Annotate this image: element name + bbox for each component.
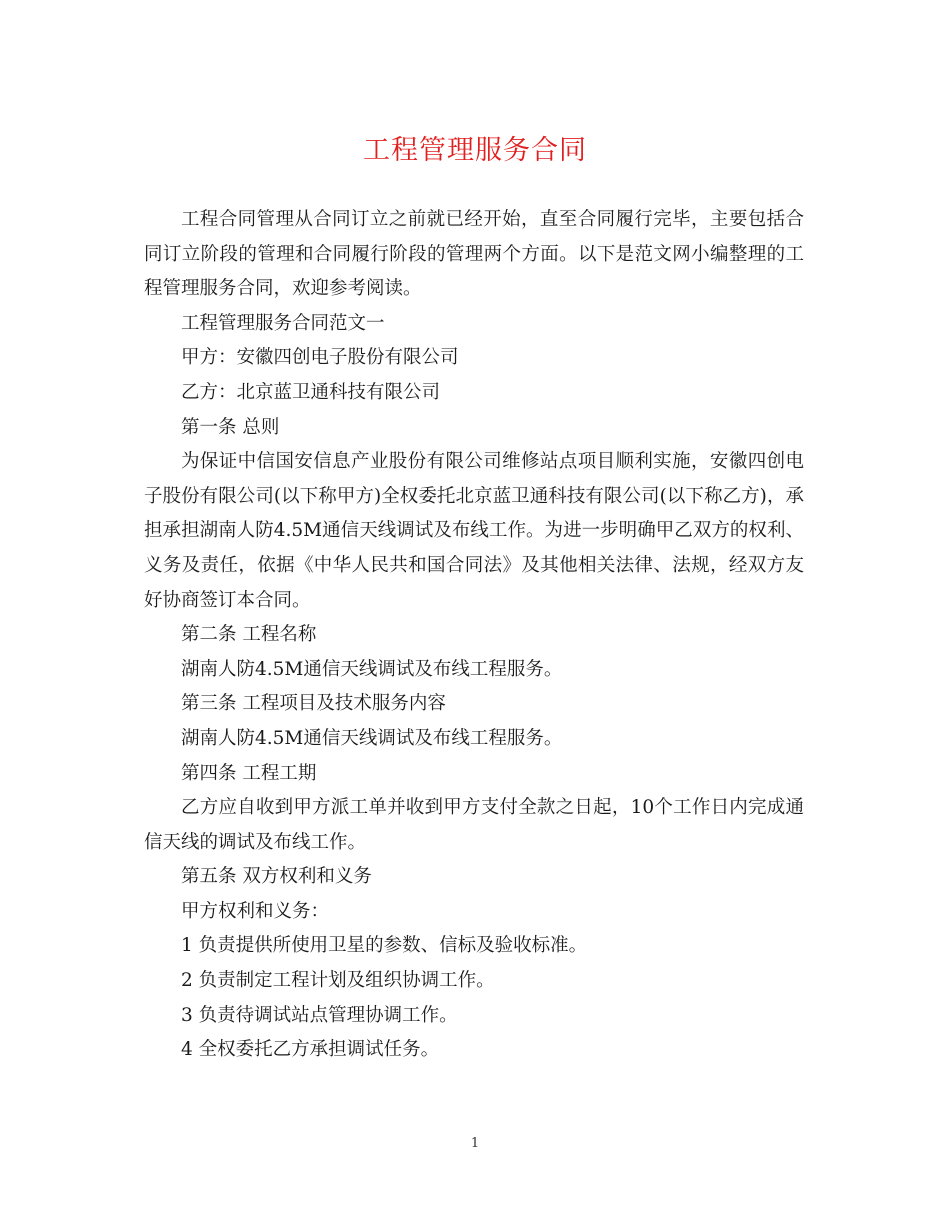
article-1-heading: 第一条 总则 [181, 416, 280, 438]
intro-paragraph: 工程合同管理从合同订立之前就已经开始，直至合同履行完毕，主要包括合同订立阶段的管理和合同履行阶段的管理两个方面。以下是范文网小编整理的工程管理服务合同，欢迎参考阅读。 [144, 209, 804, 300]
article-1-text: 为保证中信国安信息产业股份有限公司维修站点项目顺利实施，安徽四创电子股份有限公司(以下称甲方)全权委托北京蓝卫通科技有限公司(以下称乙方)，承担承担湖南人防4.5M通信天线调试及布线工作。为进一步明确甲乙双方的权利、义务及责任，依据《中华人民共和国合同法》及其他相关法律、法规，经双方友好协商签订本合同。 [144, 451, 804, 611]
document-body [144, 203, 804, 1068]
duty-item-2: 2 负责制定工程计划及组织协调工作。 [181, 970, 495, 992]
party-a-duties-heading: 甲方权利和义务： [181, 900, 330, 922]
duty-item-1: 1 负责提供所使用卫星的参数、信标及验收标准。 [181, 935, 588, 957]
party-b: 乙方：北京蓝卫通科技有限公司 [181, 381, 441, 403]
article-2-heading: 第二条 工程名称 [181, 624, 317, 646]
duty-item-4: 4 全权委托乙方承担调试任务。 [181, 1039, 440, 1061]
article-3-heading: 第三条 工程项目及技术服务内容 [181, 693, 446, 715]
duty-item-3: 3 负责待调试站点管理协调工作。 [181, 1004, 458, 1026]
article-2-text: 湖南人防4.5M通信天线调试及布线工程服务。 [181, 658, 563, 680]
article-4-text: 乙方应自收到甲方派工单并收到甲方支付全款之日起，10个工作日内完成通信天线的调试及布线工作。 [144, 797, 804, 853]
article-4-heading: 第四条 工程工期 [181, 762, 317, 784]
sample-heading: 工程管理服务合同范文一 [181, 312, 385, 334]
article-3-text: 湖南人防4.5M通信天线调试及布线工程服务。 [181, 727, 563, 749]
party-a: 甲方：安徽四创电子股份有限公司 [181, 347, 459, 369]
article-5-heading: 第五条 双方权利和义务 [181, 866, 372, 888]
page-number: 1 [470, 1136, 480, 1151]
document-title: 工程管理服务合同 [363, 135, 587, 166]
